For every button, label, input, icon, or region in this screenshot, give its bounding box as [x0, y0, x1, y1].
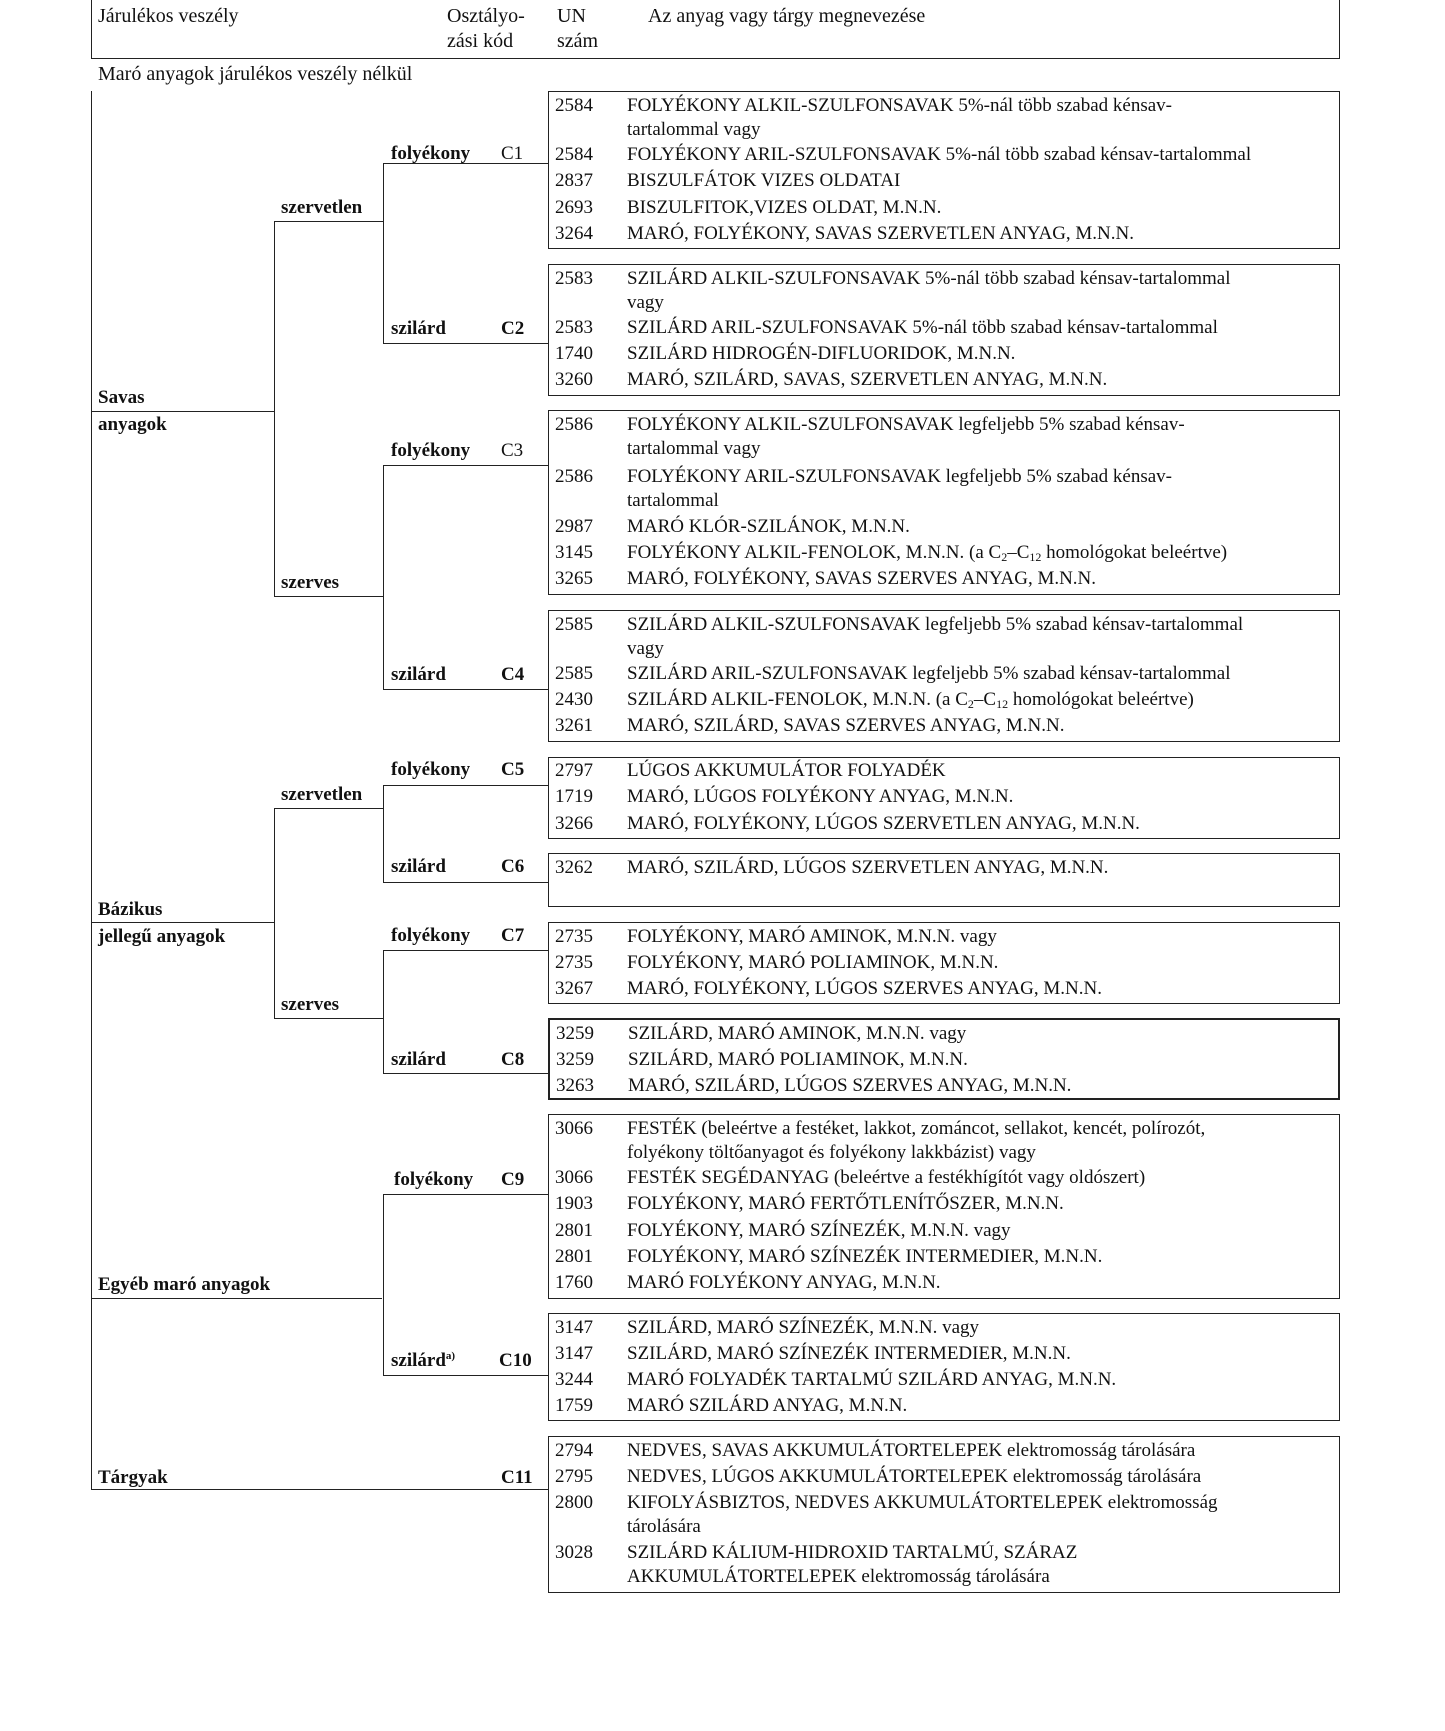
substance-name: NEDVES, SAVAS AKKUMULÁTORTELEPEK elektromosság tárolására [627, 1440, 1196, 1461]
group-box-c11 [548, 1436, 1340, 1593]
substance-name: SZILÁRD ALKIL-FENOLOK, M.N.N. (a $C_2-C_{12}$ homológokat beleértve) [627, 689, 1194, 711]
group-box-c9 [548, 1114, 1340, 1299]
substance-name: FOLYÉKONY, MARÓ SZÍNEZÉK INTERMEDIER, M.N.N. [627, 1246, 1103, 1267]
substance-name: MARÓ, SZILÁRD, LÚGOS SZERVETLEN ANYAG, M.N.N. [627, 857, 1109, 878]
tree-line [91, 922, 274, 923]
tree-line [383, 1375, 548, 1376]
substance-name: SZILÁRD ALKIL-SZULFONSAVAK legfeljebb 5% szabad kénsav-tartalommal vagy [627, 614, 1244, 659]
un-number: 2585 [555, 614, 593, 635]
substance-name: FOLYÉKONY ALKIL-FENOLOK, M.N.N. (a $C_2-C_{12}$ homológokat beleértve) [627, 542, 1228, 564]
tree-line [274, 221, 383, 222]
substance-name: MARÓ, SZILÁRD, LÚGOS SZERVES ANYAG, M.N.N. [628, 1075, 1072, 1096]
substance-name: MARÓ, FOLYÉKONY, LÚGOS SZERVETLEN ANYAG, M.N.N. [627, 813, 1140, 834]
un-number: 2795 [555, 1466, 593, 1487]
state-solid: szilárd [391, 664, 446, 685]
un-number: 2794 [555, 1440, 593, 1461]
un-number: 2585 [555, 663, 593, 684]
substance-name: FESTÉK SEGÉDANYAG (beleértve a festékhígítót vagy oldószert) [627, 1167, 1146, 1188]
category-basic-2: jellegű anyagok [98, 926, 226, 947]
tree-line [383, 785, 548, 786]
substance-name: MARÓ FOLYADÉK TARTALMÚ SZILÁRD ANYAG, M.N.N. [627, 1369, 1117, 1390]
substance-name: BISZULFÁTOK VIZES OLDATAI [627, 170, 901, 191]
un-number: 3264 [555, 223, 593, 244]
group-box-c10 [548, 1313, 1340, 1421]
substance-name: MARÓ, LÚGOS FOLYÉKONY ANYAG, M.N.N. [627, 786, 1014, 807]
un-number: 2801 [555, 1220, 593, 1241]
tree-line [383, 1194, 548, 1195]
substance-name: FOLYÉKONY, MARÓ AMINOK, M.N.N. vagy [627, 926, 997, 947]
tree-line [383, 785, 384, 882]
un-number: 2837 [555, 170, 593, 191]
category-other: Egyéb maró anyagok [98, 1274, 271, 1295]
substance-name: FOLYÉKONY, MARÓ FERTŐTLENÍTŐSZER, M.N.N. [627, 1193, 1064, 1214]
state-liquid: folyékony [391, 759, 471, 780]
header-col-code-1: Osztályo- [447, 5, 525, 27]
un-number: 3265 [555, 568, 593, 589]
un-number: 2584 [555, 144, 593, 165]
tree-line [91, 1489, 548, 1490]
tree-line [274, 808, 383, 809]
group-box-c8 [548, 1018, 1340, 1100]
group-box-c2 [548, 264, 1340, 396]
header-col-hazard: Járulékos veszély [98, 5, 239, 27]
tree-line [274, 808, 275, 1018]
code-c6: C6 [501, 856, 525, 877]
subcategory-inorganic: szervetlen [281, 197, 363, 218]
substance-name: SZILÁRD ALKIL-SZULFONSAVAK 5%-nál több szabad kénsav-tartalommal vagy [627, 268, 1231, 313]
substance-name: LÚGOS AKKUMULÁTOR FOLYADÉK [627, 760, 946, 781]
substance-name: SZILÁRD ARIL-SZULFONSAVAK 5%-nál több szabad kénsav-tartalommal [627, 317, 1218, 338]
un-number: 2583 [555, 317, 593, 338]
state-solid: szilárd [391, 318, 446, 339]
state-liquid: folyékony [391, 143, 471, 164]
header-col-name: Az anyag vagy tárgy megnevezése [648, 5, 926, 27]
state-solid: szilárd [391, 856, 446, 877]
substance-name: SZILÁRD HIDROGÉN-DIFLUORIDOK, M.N.N. [627, 343, 1016, 364]
tree-line [383, 343, 548, 344]
un-number: 3259 [556, 1023, 594, 1044]
tree-line [91, 1298, 382, 1299]
un-number: 1719 [555, 786, 593, 807]
tree-line [383, 950, 548, 951]
un-number: 2800 [555, 1492, 593, 1513]
substance-name: FOLYÉKONY ARIL-SZULFONSAVAK 5%-nál több szabad kénsav-tartalommal [627, 144, 1252, 165]
code-c2: C2 [501, 318, 525, 339]
tree-line [274, 221, 275, 596]
tree-line [383, 163, 384, 343]
group-box-c3 [548, 410, 1340, 595]
substance-name: FOLYÉKONY ARIL-SZULFONSAVAK legfeljebb 5% szabad kénsav- tartalommal [627, 466, 1172, 511]
tree-line [383, 465, 548, 466]
category-basic-1: Bázikus [98, 899, 163, 920]
substance-name: FESTÉK (beleértve a festéket, lakkot, zománcot, sellakot, kencét, polírozót, folyékony töltőanyagot és folyékony lakkbázist) vagy [627, 1118, 1206, 1163]
un-number: 2586 [555, 466, 593, 487]
un-number: 3261 [555, 715, 593, 736]
un-number: 2987 [555, 516, 593, 537]
subcategory-organic: szerves [281, 994, 340, 1015]
substance-name: MARÓ, SZILÁRD, SAVAS, SZERVETLEN ANYAG, M.N.N. [627, 369, 1108, 390]
state-liquid: folyékony [394, 1169, 474, 1190]
substance-name: FOLYÉKONY ALKIL-SZULFONSAVAK 5%-nál több szabad kénsav- tartalommal vagy [627, 95, 1172, 140]
tree-line [274, 596, 383, 597]
substance-name: MARÓ, FOLYÉKONY, LÚGOS SZERVES ANYAG, M.N.N. [627, 978, 1102, 999]
un-number: 3259 [556, 1049, 594, 1070]
code-c11: C11 [501, 1467, 533, 1488]
un-number: 1759 [555, 1395, 593, 1416]
un-number: 2735 [555, 952, 593, 973]
substance-name: SZILÁRD, MARÓ SZÍNEZÉK, M.N.N. vagy [627, 1317, 980, 1338]
substance-name: NEDVES, LÚGOS AKKUMULÁTORTELEPEK elektromosság tárolására [627, 1466, 1202, 1487]
tree-line [383, 1194, 384, 1375]
code-c10: C10 [499, 1350, 532, 1371]
category-acidic-2: anyagok [98, 414, 167, 435]
substance-name: SZILÁRD KÁLIUM-HIDROXID TARTALMÚ, SZÁRAZ AKKUMULÁTORTELEPEK elektromosság tárolására [627, 1542, 1078, 1587]
un-number: 2586 [555, 414, 593, 435]
tree-line [91, 91, 92, 1489]
substance-name: MARÓ SZILÁRD ANYAG, M.N.N. [627, 1395, 908, 1416]
un-number: 3263 [556, 1075, 594, 1096]
substance-name: SZILÁRD, MARÓ POLIAMINOK, M.N.N. [628, 1049, 968, 1070]
footnote-marker: a) [445, 1350, 456, 1362]
group-box-c4 [548, 610, 1340, 742]
un-number: 3145 [555, 542, 593, 563]
state-solid [391, 1350, 455, 1372]
substance-name: SZILÁRD, MARÓ AMINOK, M.N.N. vagy [628, 1023, 967, 1044]
tree-line [383, 689, 548, 690]
un-number: 2430 [555, 689, 593, 710]
code-c9: C9 [501, 1169, 525, 1190]
un-number: 2693 [555, 197, 593, 218]
un-number: 1760 [555, 1272, 593, 1293]
substance-name: MARÓ, FOLYÉKONY, SAVAS SZERVETLEN ANYAG, M.N.N. [627, 223, 1134, 244]
un-number: 2735 [555, 926, 593, 947]
un-number: 3244 [555, 1369, 593, 1390]
code-c1: C1 [501, 143, 524, 164]
tree-line [383, 950, 384, 1073]
substance-name: FOLYÉKONY, MARÓ POLIAMINOK, M.N.N. [627, 952, 999, 973]
state-liquid: folyékony [391, 440, 471, 461]
substance-name: BISZULFITOK,VIZES OLDAT, M.N.N. [627, 197, 942, 218]
code-c3: C3 [501, 440, 524, 461]
group-box-c1 [548, 91, 1340, 249]
un-number: 2583 [555, 268, 593, 289]
tree-line [274, 1018, 383, 1019]
substance-name: MARÓ, SZILÁRD, SAVAS SZERVES ANYAG, M.N.N. [627, 715, 1065, 736]
tree-line [383, 882, 548, 883]
un-number: 2584 [555, 95, 593, 116]
state-solid-label: szilárd [391, 1350, 446, 1371]
header-col-code-2: zási kód [447, 30, 514, 52]
un-number: 3260 [555, 369, 593, 390]
substance-name: MARÓ FOLYÉKONY ANYAG, M.N.N. [627, 1272, 941, 1293]
header-col-un-2: szám [557, 30, 599, 52]
un-number: 3266 [555, 813, 593, 834]
subcategory-inorganic: szervetlen [281, 784, 363, 805]
code-c5: C5 [501, 759, 525, 780]
tree-line [91, 411, 274, 412]
group-box-c6 [548, 853, 1340, 907]
un-number: 3267 [555, 978, 593, 999]
un-number: 3147 [555, 1343, 593, 1364]
un-number: 2801 [555, 1246, 593, 1267]
header-col-un-1: UN [557, 5, 586, 27]
substance-name: MARÓ, FOLYÉKONY, SAVAS SZERVES ANYAG, M.N.N. [627, 568, 1097, 589]
un-number: 3066 [555, 1118, 593, 1139]
code-c4: C4 [501, 664, 525, 685]
group-box-c5 [548, 757, 1340, 839]
substance-name: KIFOLYÁSBIZTOS, NEDVES AKKUMULÁTORTELEPEK elektromosság tárolására [627, 1492, 1218, 1537]
group-box-c7 [548, 922, 1340, 1004]
substance-name: FOLYÉKONY ALKIL-SZULFONSAVAK legfeljebb 5% szabad kénsav- tartalommal vagy [627, 414, 1185, 459]
tree-line [383, 465, 384, 689]
substance-name: SZILÁRD, MARÓ SZÍNEZÉK INTERMEDIER, M.N.N. [627, 1343, 1071, 1364]
un-number: 3147 [555, 1317, 593, 1338]
substance-name: MARÓ KLÓR-SZILÁNOK, M.N.N. [627, 516, 910, 537]
un-number: 1903 [555, 1193, 593, 1214]
un-number: 3028 [555, 1542, 593, 1563]
un-number: 1740 [555, 343, 593, 364]
code-c7: C7 [501, 925, 525, 946]
un-number: 3262 [555, 857, 593, 878]
substance-name: SZILÁRD ARIL-SZULFONSAVAK legfeljebb 5% szabad kénsav-tartalommal [627, 663, 1231, 684]
section-title: Maró anyagok járulékos veszély nélkül [98, 63, 413, 85]
state-solid: szilárd [391, 1049, 446, 1070]
substance-name: FOLYÉKONY, MARÓ SZÍNEZÉK, M.N.N. vagy [627, 1220, 1011, 1241]
subcategory-organic: szerves [281, 572, 340, 593]
tree-line [383, 1073, 548, 1074]
state-liquid: folyékony [391, 925, 471, 946]
code-c8: C8 [501, 1049, 525, 1070]
un-number: 3066 [555, 1167, 593, 1188]
category-articles: Tárgyak [98, 1467, 168, 1488]
category-acidic-1: Savas [98, 387, 145, 408]
un-number: 2797 [555, 760, 593, 781]
